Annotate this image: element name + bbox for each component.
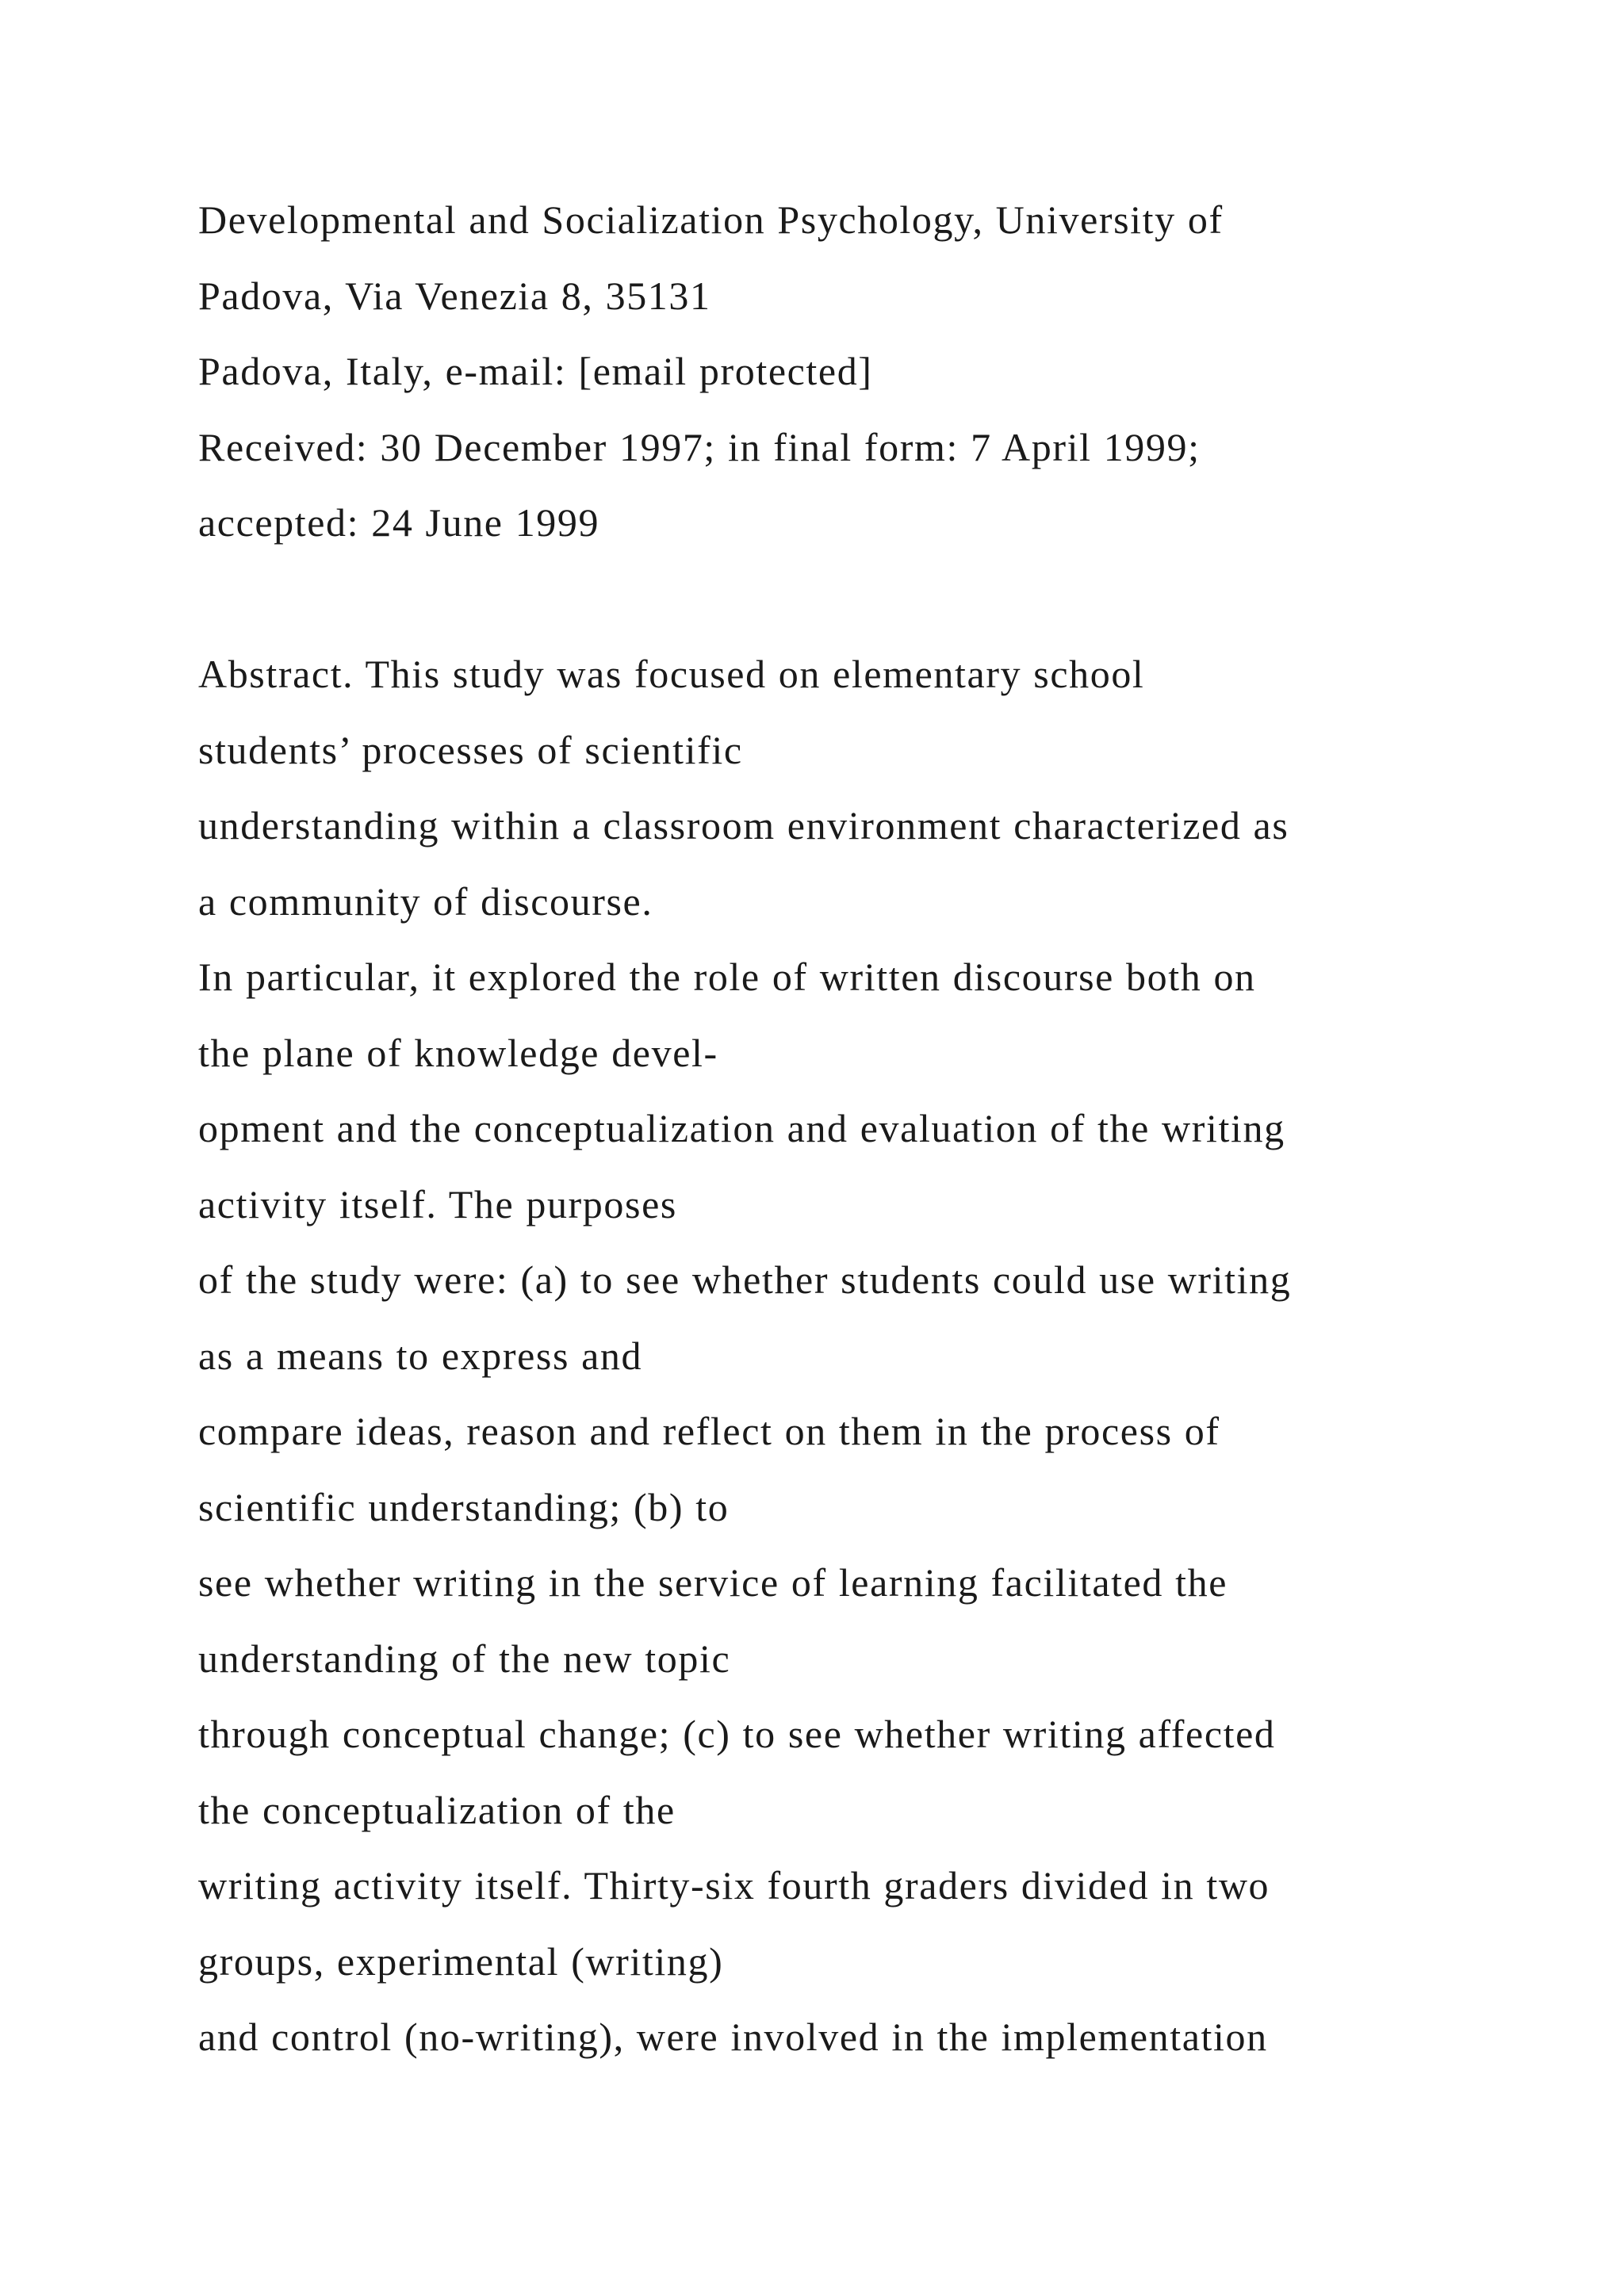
abstract-line: groups, experimental (writing) <box>198 1938 724 1984</box>
received-dates-line: Received: 30 December 1997; in final form: 7 April 1999; <box>198 424 1201 469</box>
abstract-line: the plane of knowledge devel- <box>198 1030 718 1075</box>
abstract-line: understanding of the new topic <box>198 1636 731 1681</box>
affiliation-line: Padova, Via Venezia 8, 35131 <box>198 273 711 318</box>
abstract-line: opment and the conceptualization and evaluation of the writing <box>198 1106 1285 1150</box>
abstract-line: and control (no-writing), were involved in the implementation <box>198 2015 1268 2059</box>
affiliation-line: Developmental and Socialization Psychology, University of <box>198 197 1224 242</box>
abstract-line: the conceptualization of the <box>198 1787 676 1832</box>
abstract-line: compare ideas, reason and reflect on them in the process of <box>198 1409 1220 1453</box>
affiliation-line: Padova, Italy, e-mail: [email protected] <box>198 349 873 393</box>
abstract-line: activity itself. The purposes <box>198 1181 677 1226</box>
abstract-line: Abstract. This study was focused on elementary school <box>198 652 1145 696</box>
abstract-line: through conceptual change; (c) to see whether writing affected <box>198 1712 1276 1756</box>
abstract-line: understanding within a classroom environment characterized as <box>198 803 1289 848</box>
paragraph-spacer <box>198 561 1546 637</box>
document-text <box>198 182 1546 2076</box>
accepted-date-line: accepted: 24 June 1999 <box>198 500 600 545</box>
abstract-block <box>198 637 1546 2076</box>
abstract-line: scientific understanding; (b) to <box>198 1484 730 1529</box>
affiliation-block <box>198 182 1546 561</box>
abstract-line: a community of discourse. <box>198 878 653 924</box>
abstract-line: see whether writing in the service of learning facilitated the <box>198 1560 1228 1605</box>
abstract-line: In particular, it explored the role of written discourse both on <box>198 955 1256 999</box>
abstract-line: of the study were: (a) to see whether students could use writing <box>198 1257 1292 1302</box>
abstract-line: as a means to express and <box>198 1333 643 1378</box>
abstract-line: students’ processes of scientific <box>198 727 743 772</box>
abstract-line: writing activity itself. Thirty-six fourth graders divided in two <box>198 1863 1270 1908</box>
